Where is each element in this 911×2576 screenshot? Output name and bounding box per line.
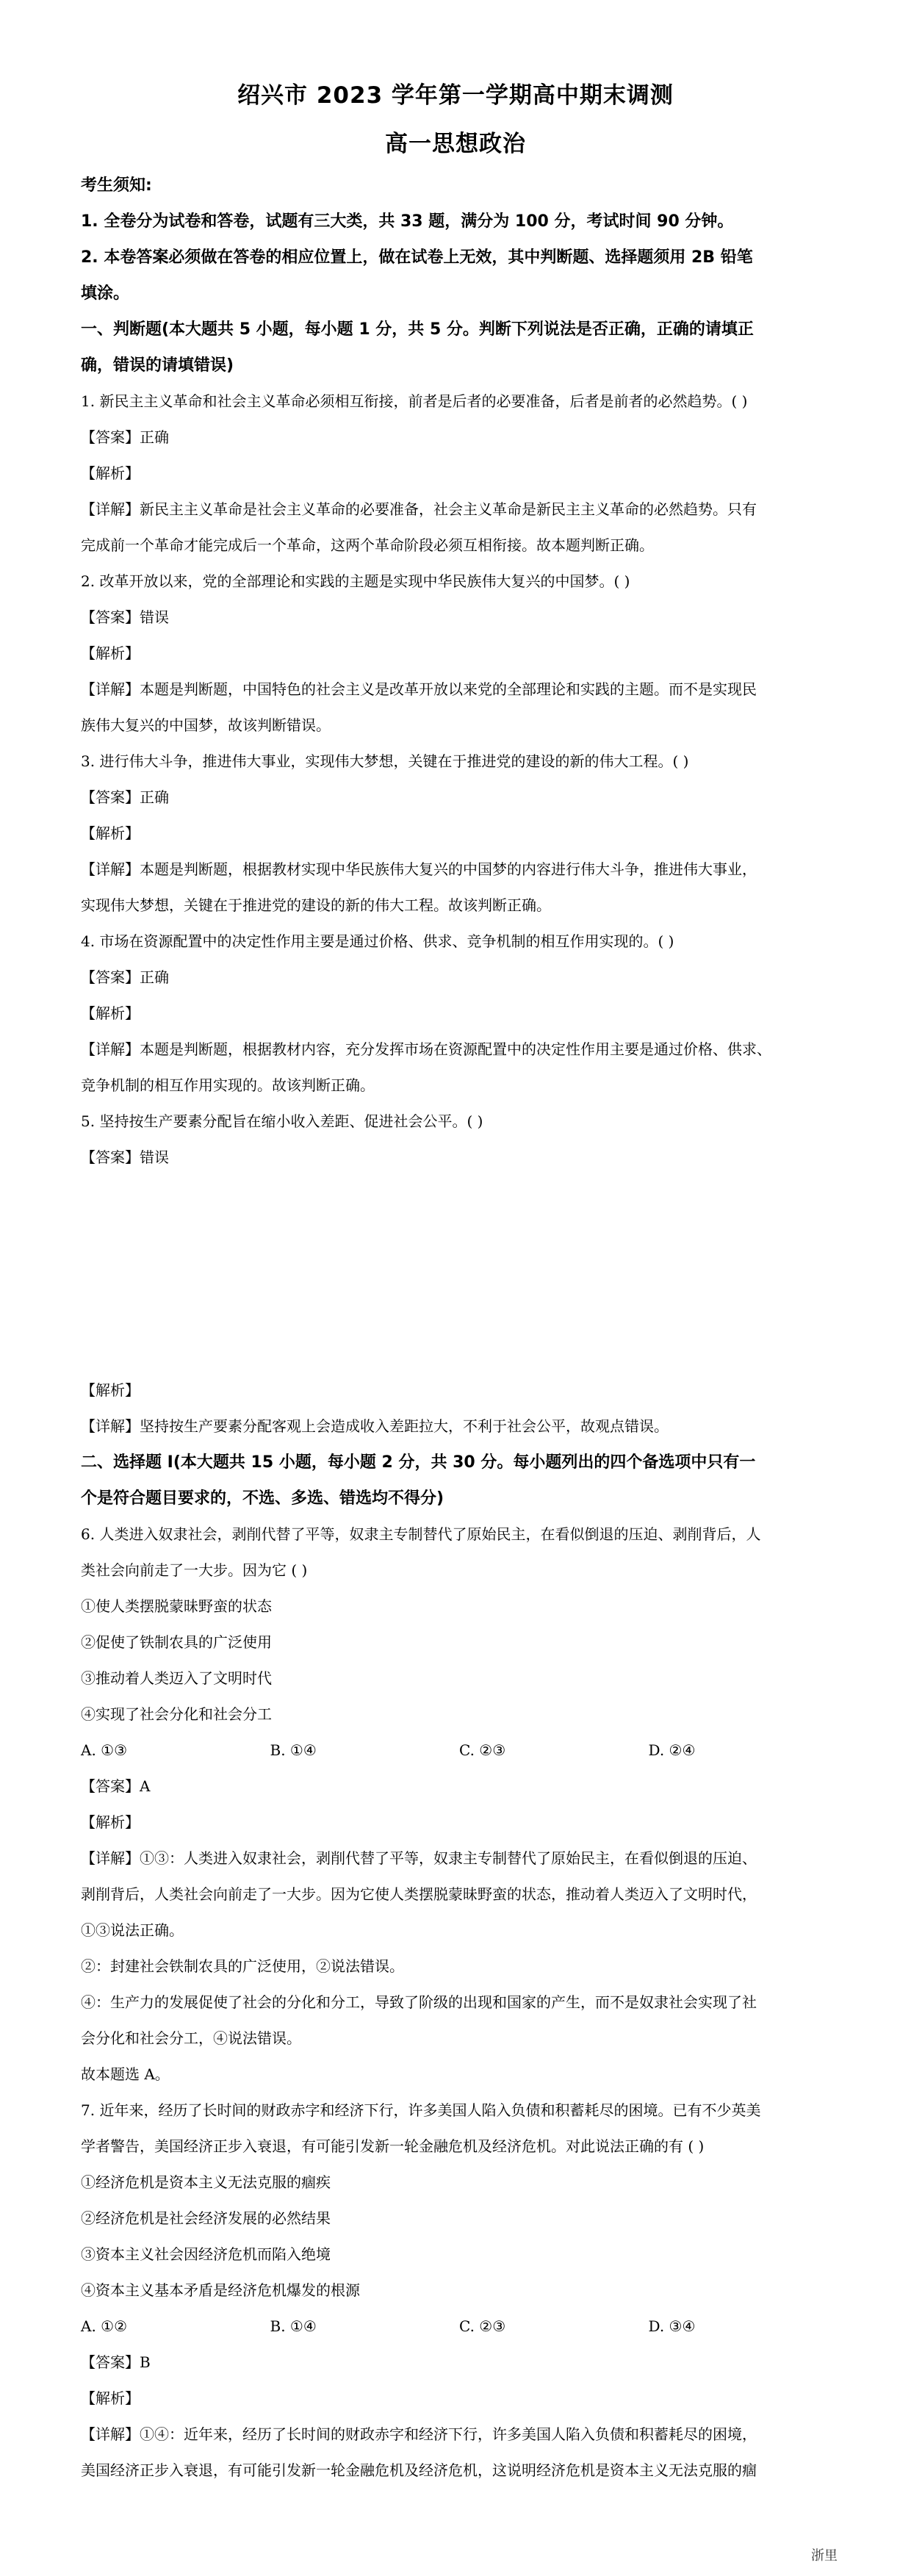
explanation-line: 【详解】本题是判断题，中国特色的社会主义是改革开放以来党的全部理论和实践的主题。而不是实现民 [81,680,757,698]
analysis-label: 【解析】 [81,824,140,842]
explanation-line: 【详解】本题是判断题，根据教材实现中华民族伟大复兴的中国梦的内容进行伟大斗争，推进伟大事业， [81,860,757,878]
notice-line: 填涂。 [81,284,130,303]
choice-options [81,1733,838,1769]
explanation-line: 【详解】①④：近年来，经历了长时间的财政赤字和经济下行，许多美国人陷入负债和积蓄耗尽的困境， [81,2425,757,2443]
section-heading: 一、判断题(本大题共 5 小题，每小题 1 分，共 5 分。判断下列说法是否正确，正确的请填正 [81,320,754,339]
blank-gap [81,1176,838,1372]
analysis-label: 【解析】 [81,644,140,662]
explanation-line: 会分化和社会分工，④说法错误。 [81,2029,301,2047]
analysis-label: 【解析】 [81,1381,140,1399]
explanation-line: 【详解】坚持按生产要素分配客观上会造成收入差距拉大，不利于社会公平，故观点错误。 [81,1417,669,1435]
statement-item: ④实现了社会分化和社会分工 [81,1705,272,1723]
explanation-line: 剥削背后，人类社会向前走了一大步。因为它使人类摆脱蒙昧野蛮的状态，推动着人类迈入了文明时代， [81,1885,757,1903]
explanation-line: 族伟大复兴的中国梦，故该判断错误。 [81,716,331,734]
statement-item: ④资本主义基本矛盾是经济危机爆发的根源 [81,2281,360,2299]
statement-item: ②经济危机是社会经济发展的必然结果 [81,2209,331,2227]
page-title: 绍兴市 2023 学年第一学期高中期末调测 [237,82,674,109]
explanation-line: 故本题选 A。 [81,2065,170,2083]
answer-line: 【答案】错误 [81,608,169,626]
question-stem: 7. 近年来，经历了长时间的财政赤字和经济下行，许多美国人陷入负债和积蓄耗尽的困境。已有不少英美 [81,2101,761,2119]
statement-item: ②促使了铁制农具的广泛使用 [81,1633,272,1651]
choice-option-b: B. ①④ [270,2317,317,2335]
answer-line: 【答案】正确 [81,788,169,806]
question-stem: 学者警告，美国经济正步入衰退，有可能引发新一轮金融危机及经济危机。对此说法正确的有 ( ) [81,2137,705,2155]
choice-option-d: D. ②④ [648,1741,696,1759]
explanation-line: 【详解】①③：人类进入奴隶社会，剥削代替了平等，奴隶主专制替代了原始民主，在看似倒退的压迫、 [81,1849,757,1867]
answer-line: 【答案】错误 [81,1148,169,1166]
question-stem: 1. 新民主主义革命和社会主义革命必须相互衔接，前者是后者的必要准备，后者是前者的必然趋势。( ) [81,392,748,410]
question-stem: 2. 改革开放以来，党的全部理论和实践的主题是实现中华民族伟大复兴的中国梦。( ) [81,572,630,590]
choice-option-c: C. ②③ [459,2317,506,2335]
explanation-line: ④：生产力的发展促使了社会的分化和分工，导致了阶级的出现和国家的产生，而不是奴隶社会实现了社 [81,1993,757,2011]
answer-line: 【答案】正确 [81,968,169,986]
answer-line: 【答案】A [81,1777,151,1795]
notice-heading: 考生须知: [81,176,152,195]
page-subtitle: 高一思想政治 [385,131,526,157]
explanation-line: 【详解】新民主主义革命是社会主义革命的必要准备，社会主义革命是新民主主义革命的必然趋势。只有 [81,500,757,518]
question-stem: 类社会向前走了一大步。因为它 ( ) [81,1561,308,1579]
question-stem: 4. 市场在资源配置中的决定性作用主要是通过价格、供求、竞争机制的相互作用实现的。( ) [81,932,674,950]
analysis-label: 【解析】 [81,464,140,482]
answer-line: 【答案】正确 [81,428,169,446]
explanation-line: 完成前一个革命才能完成后一个革命，这两个革命阶段必须互相衔接。故本题判断正确。 [81,536,654,554]
answer-line: 【答案】B [81,2353,151,2371]
notice-line: 1. 全卷分为试卷和答卷，试题有三大类，共 33 题，满分为 100 分，考试时间 90 分钟。 [81,212,734,231]
explanation-line: 实现伟大梦想，关键在于推进党的建设的新的伟大工程。故该判断正确。 [81,896,551,914]
analysis-label: 【解析】 [81,1813,140,1831]
section-heading: 个是符合题目要求的，不选、多选、错选均不得分) [81,1489,444,1508]
explanation-line: 美国经济正步入衰退，有可能引发新一轮金融危机及经济危机，这说明经济危机是资本主义无法克服的痼 [81,2461,757,2479]
section-heading: 二、选择题 I(本大题共 15 小题，每小题 2 分，共 30 分。每小题列出的四个备选项中只有一 [81,1453,756,1472]
statement-item: ①经济危机是资本主义无法克服的痼疾 [81,2173,331,2191]
statement-item: ③推动着人类迈入了文明时代 [81,1669,272,1687]
question-stem: 5. 坚持按生产要素分配旨在缩小收入差距、促进社会公平。( ) [81,1112,483,1130]
section-heading: 确，错误的请填错误) [81,356,234,375]
choice-option-a: A. ①③ [81,1741,128,1759]
choice-option-b: B. ①④ [270,1741,317,1759]
choice-options [81,2309,838,2345]
explanation-line: ①③说法正确。 [81,1921,184,1939]
explanation-line: 竞争机制的相互作用实现的。故该判断正确。 [81,1076,375,1094]
analysis-label: 【解析】 [81,2389,140,2407]
explanation-line: 【详解】本题是判断题，根据教材内容，充分发挥市场在资源配置中的决定性作用主要是通过价格、供求、 [81,1040,771,1058]
question-stem: 3. 进行伟大斗争，推进伟大事业，实现伟大梦想，关键在于推进党的建设的新的伟大工程。( ) [81,752,689,770]
footer-watermark: 浙里 [811,2548,838,2564]
choice-option-a: A. ①② [81,2317,128,2335]
statement-item: ①使人类摆脱蒙昧野蛮的状态 [81,1597,272,1615]
explanation-line: ②：封建社会铁制农具的广泛使用，②说法错误。 [81,1957,404,1975]
statement-item: ③资本主义社会因经济危机而陷入绝境 [81,2245,331,2263]
notice-line: 2. 本卷答案必须做在答卷的相应位置上，做在试卷上无效，其中判断题、选择题须用 2B 铅笔 [81,248,753,267]
choice-option-d: D. ③④ [648,2317,696,2335]
question-stem: 6. 人类进入奴隶社会，剥削代替了平等，奴隶主专制替代了原始民主，在看似倒退的压迫、剥削背后，人 [81,1525,761,1543]
document-body [81,168,838,2489]
choice-option-c: C. ②③ [459,1741,506,1759]
analysis-label: 【解析】 [81,1004,140,1022]
